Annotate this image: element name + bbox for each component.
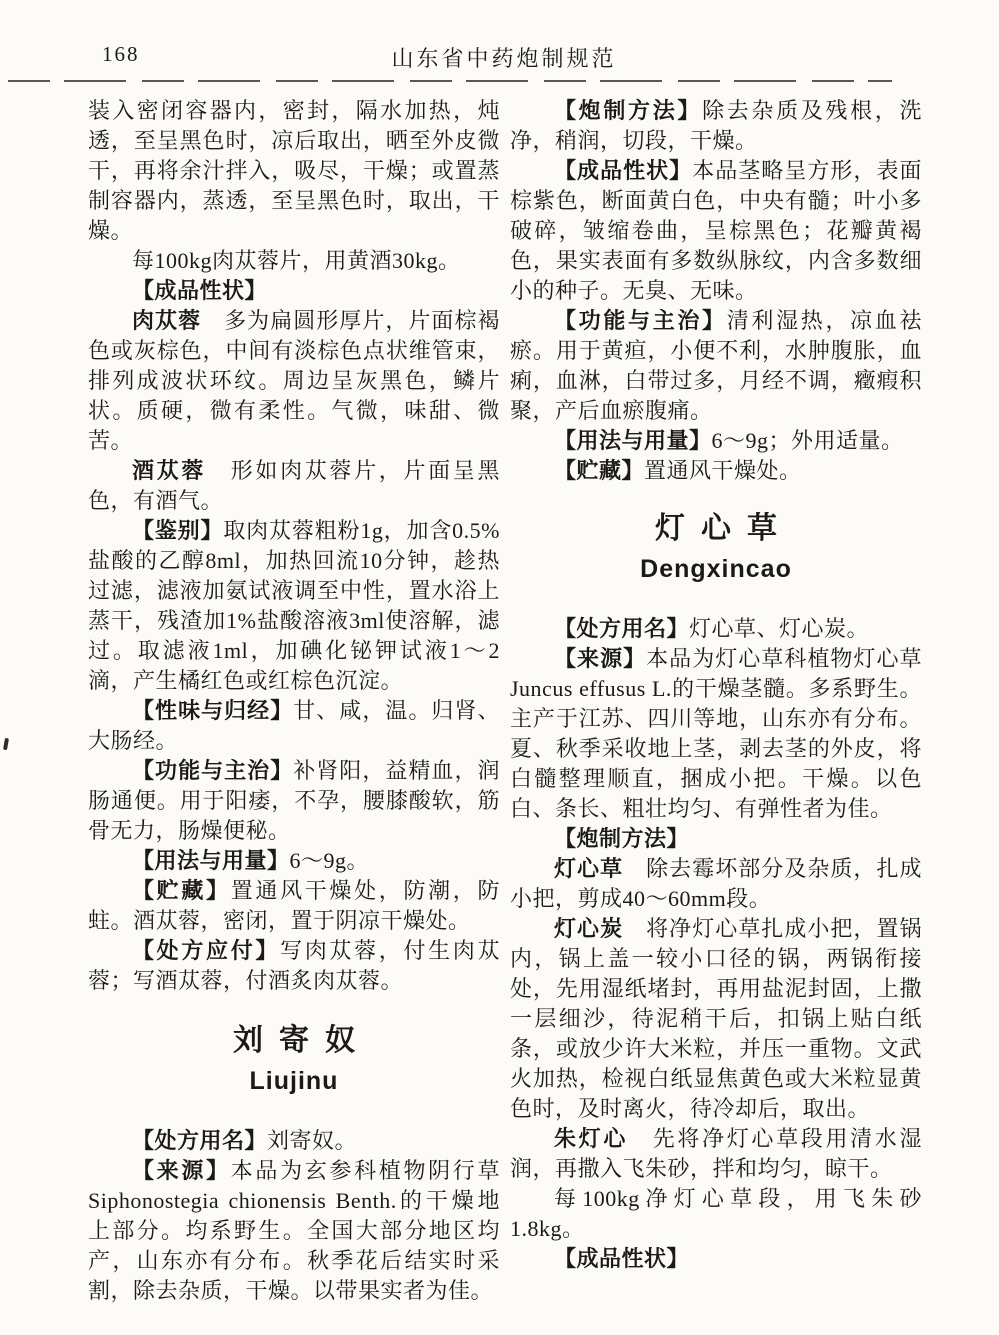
paragraph [88,936,500,996]
para-text: 清利湿热，凉血祛瘀。用于黄疸，小便不利，水肿腹胀，血痢，血淋，白带过多，月经不调，癥瘕积聚，产后血瘀腹痛。 [510,308,922,423]
section-heading-liujinu [88,1022,500,1098]
para-label: 灯心草 [554,856,647,881]
paragraph [510,156,922,306]
paragraph [510,914,922,1124]
para-label: 【贮藏】 [554,458,645,483]
para-label: 【成品性状】 [554,1246,690,1271]
section-heading-dengxincao [510,510,922,586]
paragraph [510,456,922,486]
para-text: 甘、咸，温。归肾、大肠经。 [88,698,500,753]
para-text: 灯心草、灯心炭。 [689,616,870,641]
para-label: 【成品性状】 [132,278,268,303]
paragraph [88,96,500,246]
paragraph [510,1244,922,1274]
para-text: 除去霉坏部分及杂质，扎成小把，剪成40～60mm段。 [510,856,922,911]
section-pinyin: Dengxincao [640,555,792,583]
para-text: 多为扁圆形厚片，片面棕褐色或灰棕色，中间有淡棕色点状维管束，排列成波状环纹。周边呈灰黑色，鳞片状。质硬，微有柔性。气微，味甜、微苦。 [88,308,500,453]
paragraph [510,1184,922,1244]
para-label: 【处方用名】 [132,1128,268,1153]
para-label: 【处方应付】 [132,938,281,963]
para-label: 【处方用名】 [554,616,690,641]
para-text: 形如肉苁蓉片，片面呈黑色，有酒气。 [88,458,500,513]
paragraph [88,846,500,876]
paragraph [510,426,922,456]
text-columns [88,96,922,1306]
paragraph [88,696,500,756]
section-pinyin: Liujinu [249,1067,339,1095]
paragraph [510,854,922,914]
para-text: 装入密闭容器内，密封，隔水加热，炖透，至呈黑色时，凉后取出，晒至外皮微干，再将余汁拌入，吸尽，干燥；或置蒸制容器内，蒸透，至呈黑色时，取出，干燥。 [88,98,500,243]
paragraph [510,1124,922,1184]
para-label: 【贮藏】 [132,878,231,903]
para-label: 灯心炭 [554,916,647,941]
section-title: 灯心草 [655,512,793,545]
paragraph [88,246,500,276]
left-column [88,96,500,1306]
section-title: 刘寄奴 [233,1024,371,1057]
paragraph [88,1156,500,1306]
paragraph [510,96,922,156]
para-text: 补肾阳，益精血，润肠通便。用于阳痿，不孕，腰膝酸软，筋骨无力，肠燥便秘。 [88,758,500,843]
para-text: 刘寄奴。 [267,1128,358,1153]
para-text: 本品为玄参科植物阴行草Siphonostegia chionensis Benth.的干燥地上部分。均系野生。全国大部分地区均产，山东亦有分布。秋季花后结实时采割，除去杂质，干燥。以带果实者为佳。 [88,1158,500,1303]
para-label: 【功能与主治】 [554,308,727,333]
paragraph [88,756,500,846]
para-label: 【来源】 [554,646,647,671]
paragraph [88,516,500,696]
para-text: 6～9g；外用适量。 [711,428,904,453]
scan-artifact-mark [3,738,9,751]
para-text: 6～9g。 [289,848,370,873]
para-text: 先将净灯心草段用清水湿润，再撒入飞朱砂，拌和均匀，晾干。 [510,1126,922,1181]
page-number: 168 [102,42,140,66]
paragraph [510,614,922,644]
para-label: 肉苁蓉 [132,308,225,333]
para-label: 【来源】 [132,1158,231,1183]
para-label: 酒苁蓉 [132,458,231,483]
header-rule [8,80,892,82]
para-text: 每100kg净灯心草段，用飞朱砂1.8kg。 [510,1186,922,1241]
para-text: 置通风干燥处。 [644,458,802,483]
para-label: 【用法与用量】 [132,848,290,873]
para-text: 取肉苁蓉粗粉1g，加含0.5%盐酸的乙醇8ml，加热回流10分钟，趁热过滤，滤液加氨试液调至中性，置水浴上蒸干，残渣加1%盐酸溶液3ml使溶解，滤过。取滤液1ml，加碘化铋钾试液1～2滴，产生橘红色或红棕色沉淀。 [88,518,500,693]
right-column [510,96,922,1306]
para-label: 【成品性状】 [554,158,693,183]
paragraph [88,876,500,936]
para-text: 将净灯心草扎成小把，置锅内，锅上盖一较小口径的锅，两锅衔接处，先用湿纸堵封，再用盐泥封固，上撒一层细沙，待泥稍干后，扣锅上贴白纸条，或放少许大米粒，并压一重物。文武火加热，检视白纸显焦黄色或大米粒显黄色时，及时离火，待冷却后，取出。 [510,916,922,1121]
paragraph [510,306,922,426]
para-text: 置通风干燥处，防潮，防蛀。酒苁蓉，密闭，置于阴凉干燥处。 [88,878,500,933]
paragraph [88,456,500,516]
para-text: 本品为灯心草科植物灯心草Juncus effusus L.的干燥茎髓。多系野生。主产于江苏、四川等地，山东亦有分布。夏、秋季采收地上茎，剥去茎的外皮，将白髓整理顺直，捆成小把。干燥。以色白、条长、粗壮均匀、有弹性者为佳。 [510,646,922,821]
para-label: 【鉴别】 [132,518,224,543]
running-head-title: 山东省中药炮制规范 [391,46,617,71]
para-label: 【性味与归经】 [132,698,294,723]
paragraph [88,306,500,456]
paragraph [510,644,922,824]
para-label: 朱灯心 [554,1126,653,1151]
para-text: 本品茎略呈方形，表面棕紫色，断面黄白色，中央有髓；叶小多破碎，皱缩卷曲，呈棕黑色；花瓣黄褐色，果实表面有多数纵脉纹，内含多数细小的种子。无臭、无味。 [510,158,922,303]
para-text: 写肉苁蓉，付生肉苁蓉；写酒苁蓉，付酒炙肉苁蓉。 [88,938,500,993]
paragraph [88,276,500,306]
para-label: 【炮制方法】 [554,98,703,123]
paragraph [510,824,922,854]
para-label: 【用法与用量】 [554,428,712,453]
para-text: 除去杂质及残根，洗净，稍润，切段，干燥。 [510,98,922,153]
page-header [88,42,920,76]
paragraph [88,1126,500,1156]
para-label: 【功能与主治】 [132,758,294,783]
para-label: 【炮制方法】 [554,826,690,851]
para-text: 每100kg肉苁蓉片，用黄酒30kg。 [132,248,461,273]
